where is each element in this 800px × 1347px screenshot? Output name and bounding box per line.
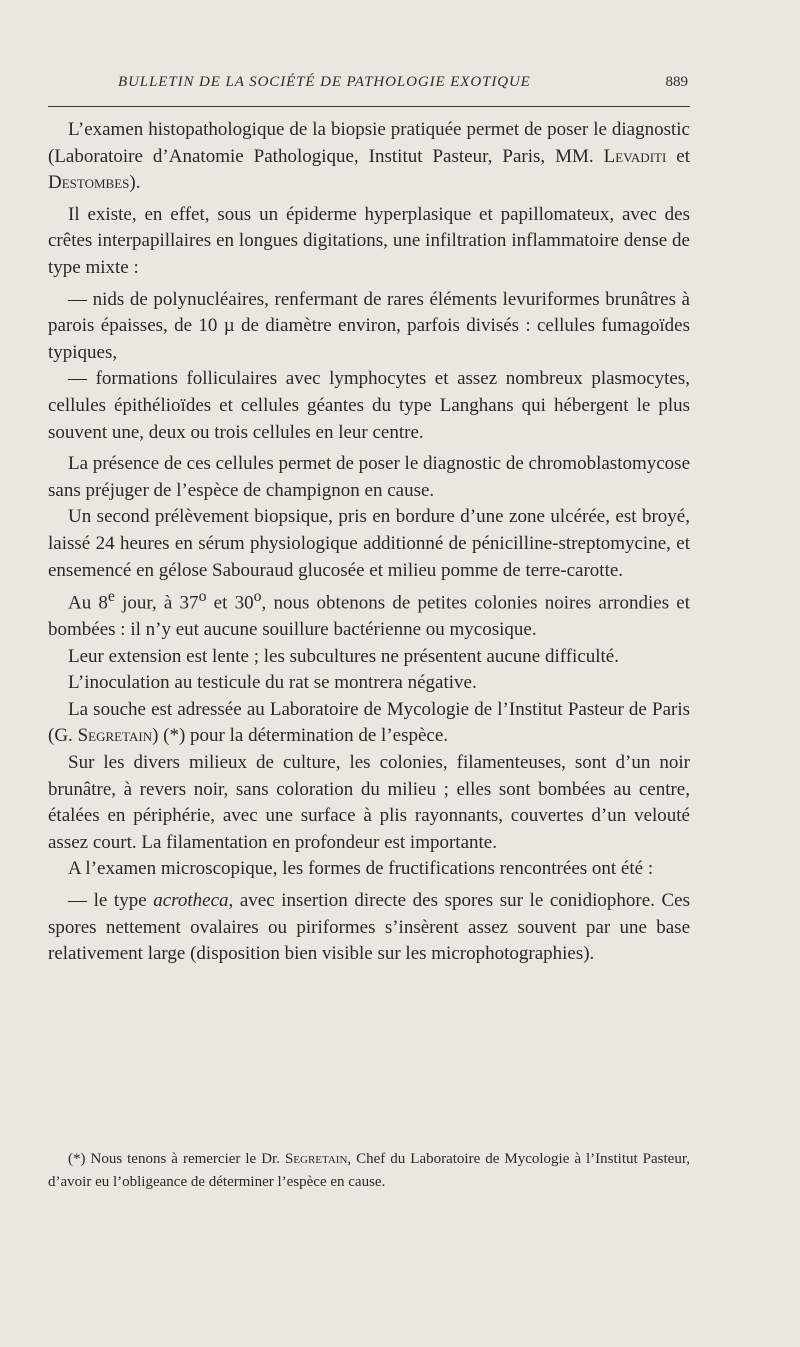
text-segment: Sur les divers milieux de culture, les colonies, filamenteuses, sont d’un noir brunâtre, à revers noir, sans coloration du milieu ; elles sont bombées au centre, étalées en périphérie, avec une surface à plis rayonnants, couvertes d’un velouté assez court. La filamentation en profondeur est importante.	[48, 751, 690, 853]
small-caps-name: Levaditi	[603, 145, 667, 167]
running-head	[48, 74, 688, 102]
text-segment: jour, à 37	[114, 592, 199, 614]
paragraph	[48, 697, 690, 750]
paragraph	[48, 366, 690, 446]
text-segment: — nids de polynucléaires, renfermant de rares éléments levuriformes brunâtres à parois épaisses, de 10 µ de diamètre environ, parfois divisés : cellules fumagoïdes typiques,	[48, 288, 690, 363]
text-segment: — formations folliculaires avec lymphocytes et assez nombreux plasmocytes, cellules épithélioïdes et cellules géantes du type Langhans qui hébergent le plus souvent une, deux ou trois cellules en leur centre.	[48, 368, 690, 443]
text-segment: et 30	[206, 592, 254, 614]
paragraph	[48, 202, 690, 282]
superscript: o	[198, 588, 207, 606]
paragraph	[48, 504, 690, 584]
footnote-text	[48, 1148, 690, 1194]
page-number: 889	[665, 74, 688, 90]
text-segment: ).	[129, 172, 141, 194]
paragraph	[48, 584, 690, 644]
small-caps-name: Segretain	[77, 725, 153, 747]
body-text	[48, 117, 690, 968]
footnote	[48, 1148, 690, 1194]
paragraph	[48, 451, 690, 504]
text-segment: La souche est adressée au Laboratoire de Mycologie de l’Institut Pasteur de Paris (G.	[48, 698, 690, 747]
text-segment: A l’examen microscopique, les formes de fructifications rencontrées ont été :	[68, 858, 654, 880]
small-caps-name: Segretain	[284, 1151, 348, 1167]
text-segment: L’inoculation au testicule du rat se montrera négative.	[68, 672, 477, 694]
text-segment: , Chef du Laboratoire de Mycologie à l’Institut Pasteur, d’avoir eu l’obligeance de déterminer l’espèce en cause.	[48, 1151, 690, 1190]
text-segment: , avec insertion directe des spores sur le conidiophore. Ces spores nettement ovalaires ou piriformes s’insèrent assez souvent par une base relativement large (disposition bien visible sur les microphotographies).	[48, 889, 690, 965]
running-title: BULLETIN DE LA SOCIÉTÉ DE PATHOLOGIE EXOTIQUE	[118, 74, 531, 90]
text-segment: Leur extension est lente ; les subcultures ne présentent aucune difficulté.	[68, 645, 619, 667]
text-segment: La présence de ces cellules permet de poser le diagnostic de chromoblastomycose sans préjuger de l’espèce de champignon en cause.	[48, 453, 691, 501]
paragraph	[48, 670, 690, 697]
text-segment: et	[666, 145, 690, 167]
header-rule	[48, 106, 690, 107]
text-segment: Au 8	[68, 592, 108, 614]
paragraph	[48, 750, 690, 856]
text-segment: (*) Nous tenons à remercier le Dr.	[68, 1151, 285, 1167]
italic-term: acrotheca	[153, 889, 229, 911]
paragraph	[48, 644, 690, 671]
text-segment: , nous obtenons de petites colonies noires arrondies et bombées : il n’y eut aucune souillure bactérienne ou mycosique.	[48, 592, 690, 641]
small-caps-name: Destombes	[48, 172, 130, 194]
paragraph	[48, 287, 690, 367]
superscript: o	[253, 588, 262, 606]
paragraph	[48, 856, 690, 883]
superscript: e	[107, 588, 115, 606]
text-segment: ) (*) pour la détermination de l’espèce.	[152, 725, 449, 747]
text-segment: L’examen histopathologique de la biopsie pratiquée permet de poser le diagnostic (Laboratoire d’Anatomie Pathologique, Institut Pasteur, Paris, MM.	[48, 119, 690, 167]
paragraph	[48, 888, 690, 968]
text-segment: — le type	[68, 889, 154, 911]
text-segment: Il existe, en effet, sous un épiderme hyperplasique et papillomateux, avec des crêtes interpapillaires en longues digitations, une infiltration inflammatoire dense de type mixte :	[48, 203, 690, 278]
paragraph	[48, 117, 690, 197]
text-segment: Un second prélèvement biopsique, pris en bordure d’une zone ulcérée, est broyé, laissé 24 heures en sérum physiologique additionné de pénicilline-streptomycine, et ensemencé en gélose Sabouraud glucosée et milieu pomme de terre-carotte.	[48, 506, 690, 581]
